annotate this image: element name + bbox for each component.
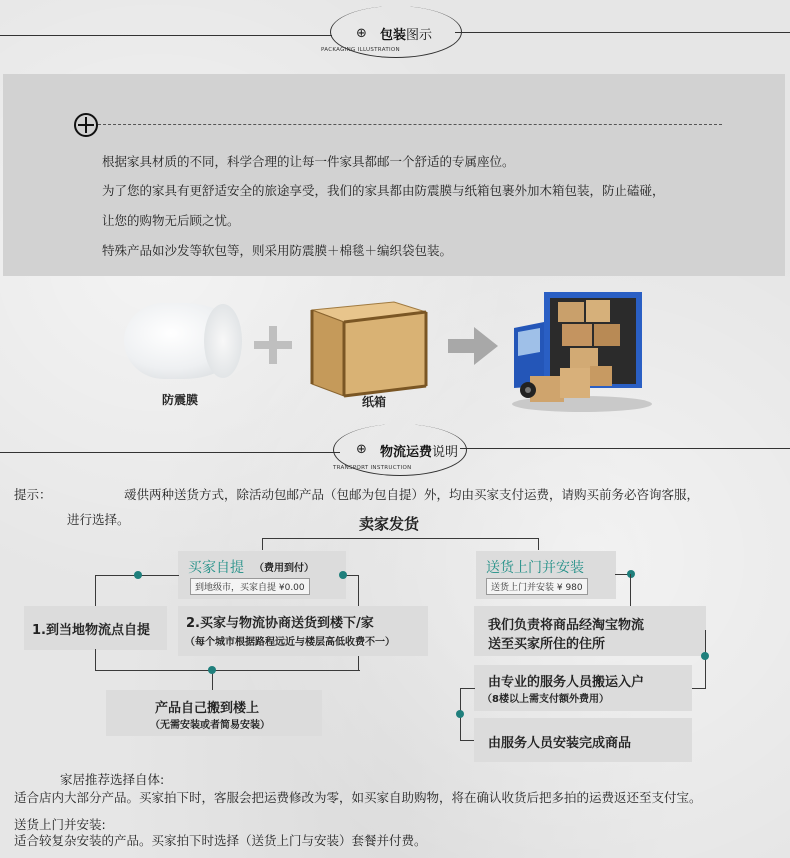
flow-dot <box>208 666 216 674</box>
flow-dot <box>701 652 709 660</box>
foam-label: 防震膜 <box>162 393 199 407</box>
step-1-line2: 送至买家所住的住所 <box>488 637 606 652</box>
recommend-self-title: 家居推荐选择自体: <box>60 772 165 787</box>
dashed-divider <box>98 124 722 125</box>
box-label: 纸箱 <box>362 395 387 409</box>
recommend-delivery-title: 送货上门并安装: <box>14 817 106 832</box>
flow-dot <box>134 571 142 579</box>
hint-label: 提示： <box>14 487 52 502</box>
connector <box>358 575 359 609</box>
connector <box>460 688 475 689</box>
header-line-right <box>455 32 790 33</box>
packaging-text-line: 为了您的家具有更舒适安全的旅途享受，我们的家具都由防震膜与纸箱包裹外加木箱包装，防止磕碰， <box>102 183 665 198</box>
connector <box>95 670 360 671</box>
connector <box>262 538 263 550</box>
connector <box>460 740 475 741</box>
plus-icon <box>254 326 292 364</box>
cardboard-box-image <box>304 292 434 400</box>
step-1-line1: 我们负责将商品经淘宝物流 <box>488 618 645 633</box>
connector <box>692 688 706 689</box>
recommend-self-desc: 适合店内大部分产品。买家拍下时，客服会把运费修改为零，如买家自助购物，将在确认收货后把多拍的运费返还至支付宝。 <box>14 790 702 805</box>
hint-text-cont: 进行选择。 <box>67 512 130 527</box>
option-1-text: 1.到当地物流点自提 <box>32 623 150 638</box>
crosshair-icon: ⊕ <box>356 442 367 457</box>
section-title: 物流运费说明 <box>380 445 459 460</box>
self-pickup-note: （费用到付） <box>254 563 314 574</box>
packaging-text-line: 特殊产品如沙发等软包等，则采用防震膜＋棉毯＋编织袋包装。 <box>102 243 453 258</box>
packaging-text-line: 根据家具材质的不同，科学合理的让每一件家具都邮一个舒适的专属座位。 <box>102 154 515 169</box>
delivery-truck-image <box>510 288 654 414</box>
self-carry-title: 产品自己搬到楼上 <box>155 701 260 716</box>
step-2-note: （8楼以上需支付额外费用） <box>482 694 609 705</box>
connector <box>262 538 539 539</box>
connector <box>538 538 539 550</box>
hint-text: 叆供两种送货方式，除活动包邮产品（包邮为包自提）外，均由买家支付运费，请购买前务必咨询客服， <box>124 487 700 502</box>
flow-dot <box>456 710 464 718</box>
connector <box>630 574 631 606</box>
connector <box>95 649 96 670</box>
step-2-title: 由专业的服务人员搬运入户 <box>488 675 645 690</box>
header-line-left <box>0 452 340 453</box>
option-2-title: 2.买家与物流协商送货到楼下/家 <box>186 616 374 631</box>
connector <box>345 575 359 576</box>
option-2-note: （每个城市根据路程远近与楼层高低收费不一） <box>185 637 395 648</box>
recommend-delivery-desc: 适合较复杂安装的产品。买家拍下时选择（送货上门与安装）套餐并付费。 <box>14 833 427 848</box>
self-pickup-title: 买家自提 <box>188 560 244 576</box>
packaging-text-line: 让您的购物无后顾之忧。 <box>102 213 240 228</box>
seller-ship-title: 卖家发货 <box>359 515 420 533</box>
section-subtitle: TRANSPORT INSTRUCTION <box>333 465 412 471</box>
delivery-install-title: 送货上门并安装 <box>486 560 584 576</box>
right-arrow-icon <box>448 327 498 365</box>
foam-roll-end <box>204 304 242 378</box>
crosshair-icon <box>74 113 98 137</box>
step-3-text: 由服务人员安装完成商品 <box>488 736 632 751</box>
section-subtitle: PACKAGING ILLUSTRATION <box>321 47 400 53</box>
connector <box>358 656 359 670</box>
connector <box>95 575 96 609</box>
self-carry-note: （无需安装或者简易安装） <box>150 720 270 731</box>
flow-dot <box>627 570 635 578</box>
crosshair-icon: ⊕ <box>356 26 367 41</box>
header-line-left <box>0 35 332 36</box>
section-title: 包装图示 <box>380 28 433 43</box>
flow-dot <box>339 571 347 579</box>
delivery-install-price: 送货上门并安装 ¥ 980 <box>486 578 588 595</box>
self-pickup-price: 到地级市，买家自提 ¥0.00 <box>190 578 310 595</box>
header-line-right <box>460 448 790 449</box>
